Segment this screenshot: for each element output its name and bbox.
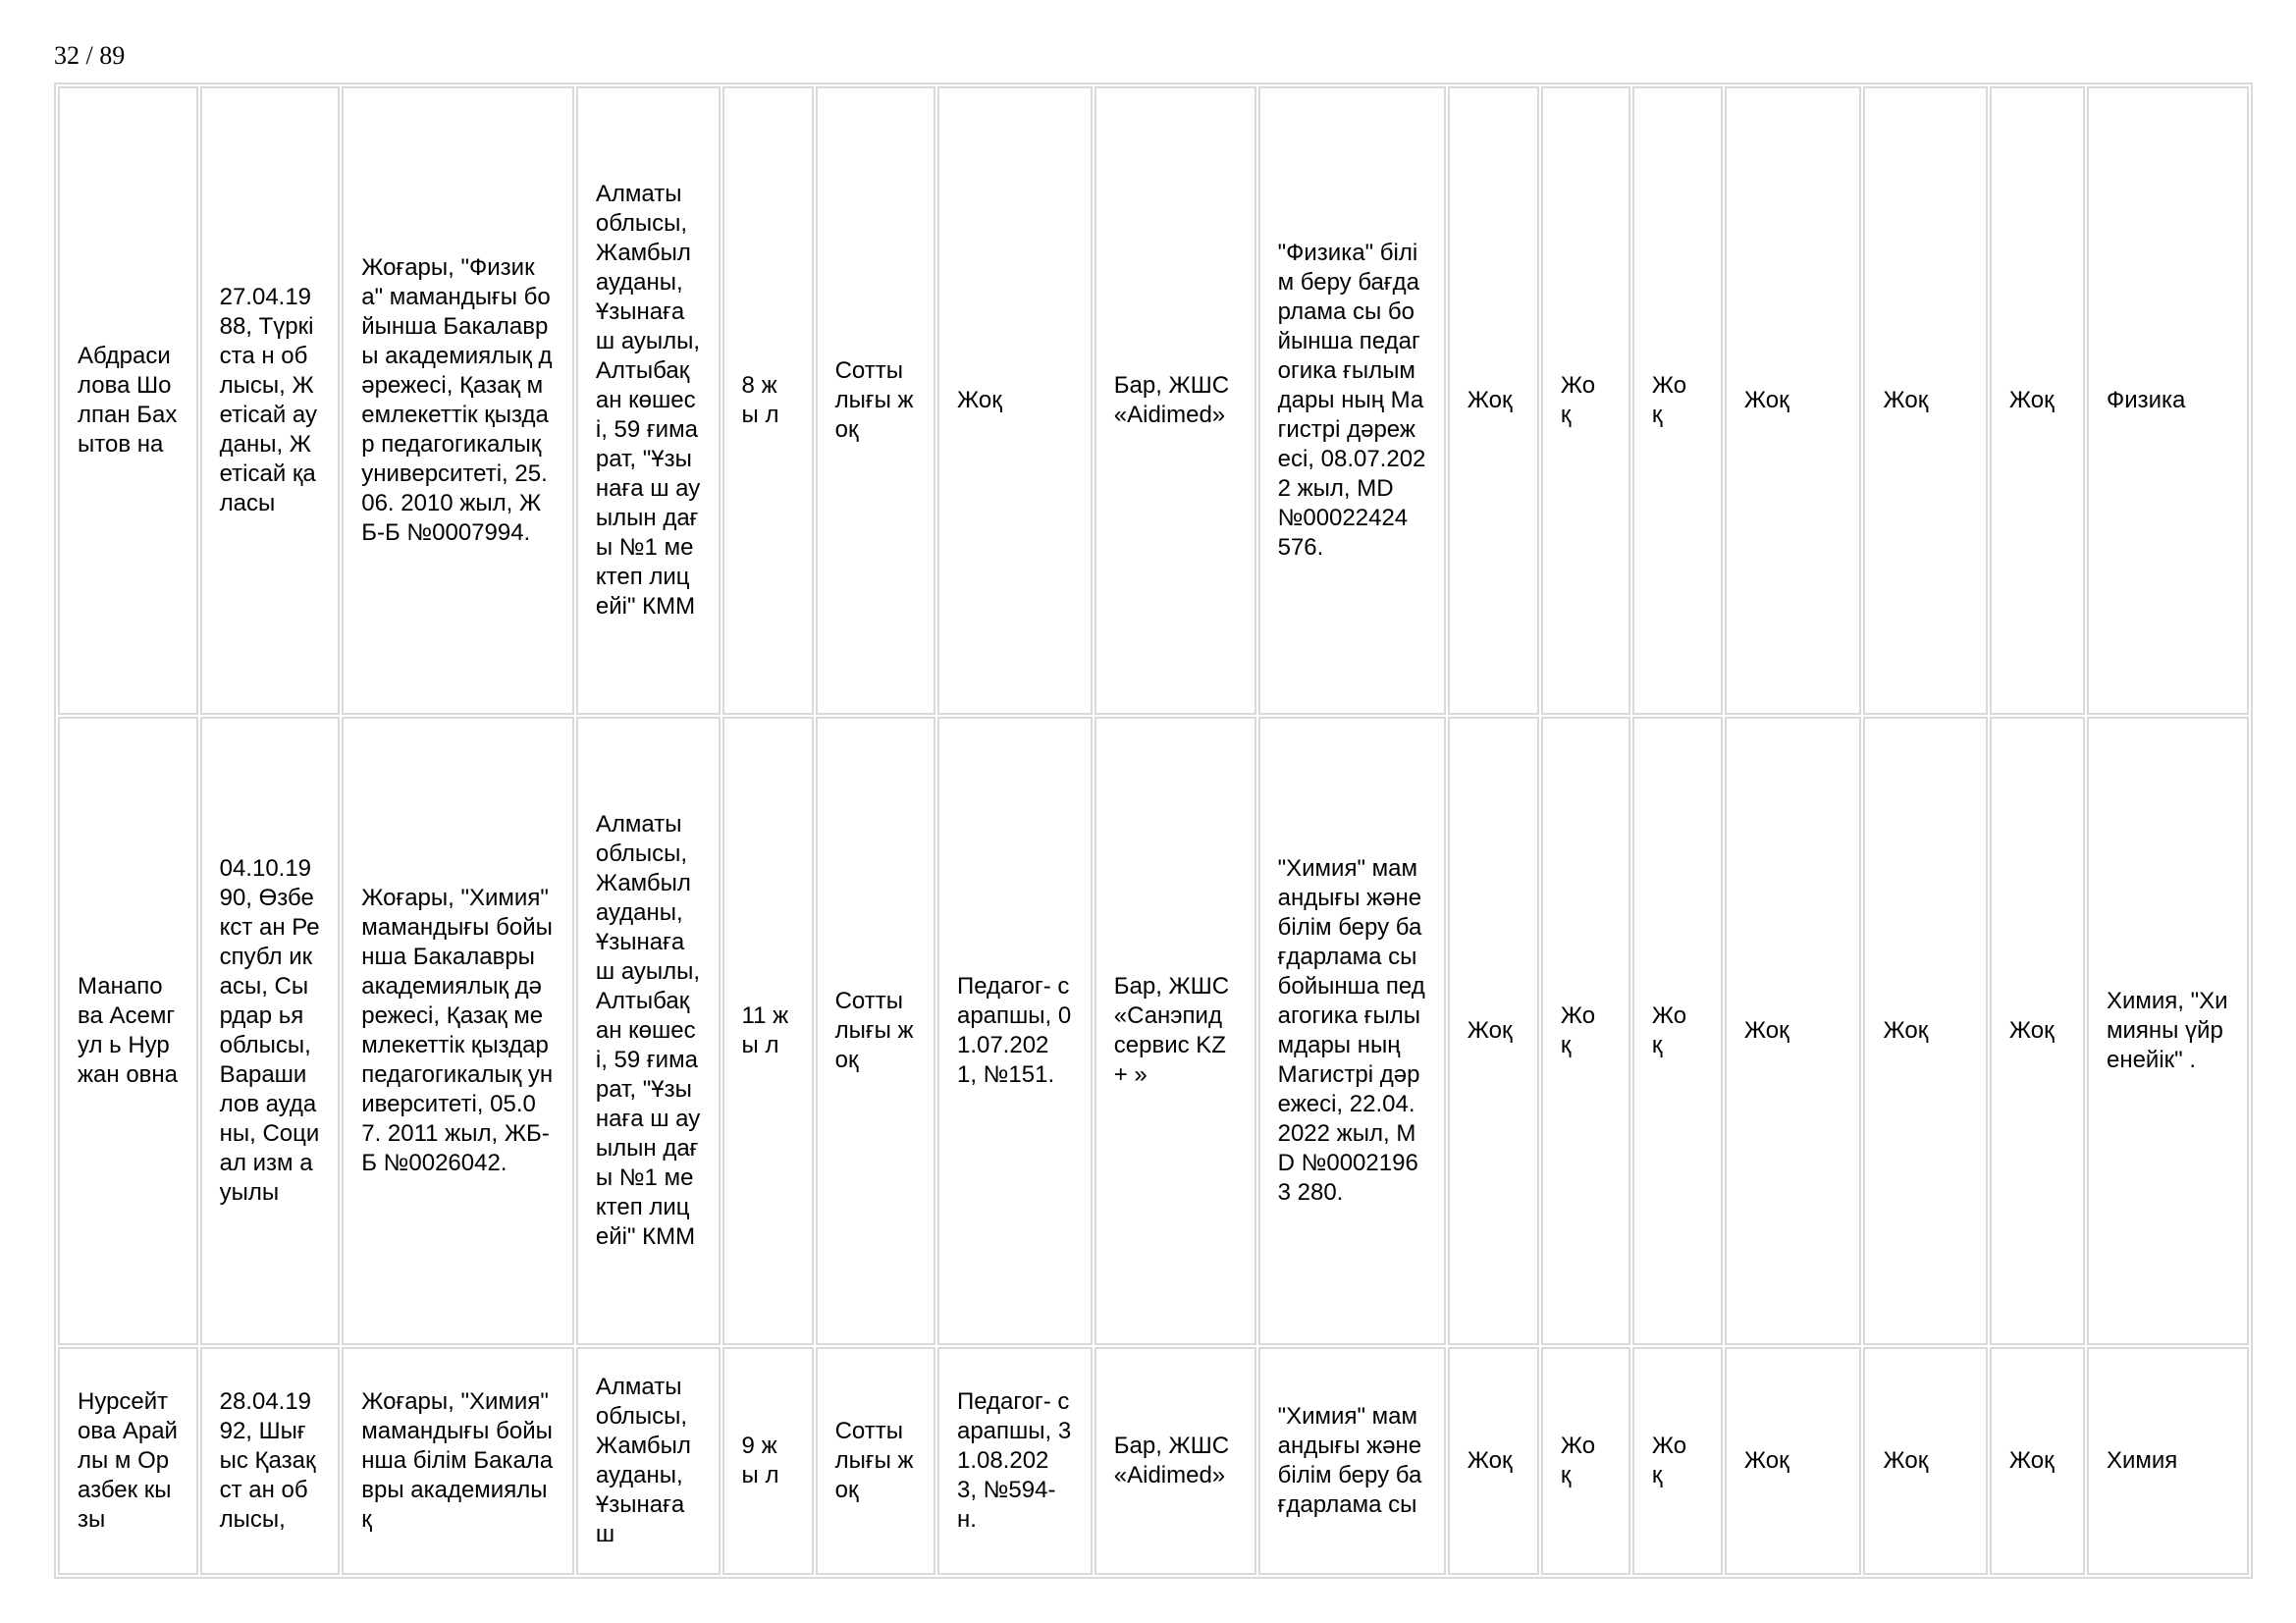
table-row: [58, 717, 2249, 1345]
table-row: [58, 86, 2249, 715]
education-cell: Жоғары, "Химия" мамандығы бойынша Бакалавры академиялық дәрежесі, Қазақ мемлекеттік қыздар педагогикалық университеті, 05.07. 2011 жыл, ЖБ-Б №0026042.: [342, 717, 574, 1345]
col-11-cell: Жо қ: [1541, 86, 1630, 715]
education-cell: Жоғары, "Физика" мамандығы бойынша Бакалавры академиялық дәрежесі, Қазақ мемлекеттік қыздар педагогикалық университеті, 25.06. 2010 жыл, ЖБ-Б №0007994.: [342, 86, 574, 715]
category-cell: Педагог- сарапшы, 01.07.202 1, №151.: [937, 717, 1093, 1345]
criminal-record-cell: Сотты лығы жоқ: [816, 717, 935, 1345]
criminal-record-cell: Сотты лығы жоқ: [816, 86, 935, 715]
experience-cell: 11 жы л: [722, 717, 814, 1345]
col-11-cell: Жо қ: [1541, 717, 1630, 1345]
medical-cell: Бар, ЖШС «Aidimed»: [1095, 1347, 1256, 1575]
col-15-cell: Жоқ: [1990, 1347, 2085, 1575]
birth-info-cell: 27.04.19 88, Түркіста н облысы, Жетісай ауданы, Жетісай қаласы: [200, 86, 341, 715]
col-11-cell: Жо қ: [1541, 1347, 1630, 1575]
col-13-cell: Жоқ: [1725, 86, 1862, 715]
education-cell: Жоғары, "Химия" мамандығы бойынша білім Бакалавры академиялық: [342, 1347, 574, 1575]
workplace-cell: Алматы облысы, Жамбыл ауданы, Ұзынаға ш ауылы, Алтыбақ ан көшесі, 59 ғимарат, "Ұзынаға ш ауылын дағы №1 мектеп лицейі" КММ: [576, 717, 721, 1345]
col-13-cell: Жоқ: [1725, 717, 1862, 1345]
category-cell: Жоқ: [937, 86, 1093, 715]
col-14-cell: Жоқ: [1863, 86, 1987, 715]
col-12-cell: Жо қ: [1632, 86, 1723, 715]
teachers-table: [54, 82, 2253, 1579]
full-name-cell: Манапо ва Асемгул ь Нуржан овна: [58, 717, 198, 1345]
table-body: [58, 86, 2249, 1575]
masters-degree-cell: "Физика" білім беру бағдарлама сы бойынша педагогика ғылымдары ның Магистрі дәрежесі, 08.07.2022 жыл, MD №00022424 576.: [1258, 86, 1446, 715]
workplace-cell: Алматы облысы, Жамбыл ауданы, Ұзынаға ш ауылы, Алтыбақ ан көшесі, 59 ғимарат, "Ұзынаға ш ауылын дағы №1 мектеп лицейі" КММ: [576, 86, 721, 715]
col-12-cell: Жо қ: [1632, 717, 1723, 1345]
full-name-cell: Нурсейт ова Арайлы м Оразбек кызы: [58, 1347, 198, 1575]
subject-cell: Физика: [2087, 86, 2249, 715]
subject-cell: Химия: [2087, 1347, 2249, 1575]
medical-cell: Бар, ЖШС «Санэпид сервис KZ+ »: [1095, 717, 1256, 1345]
criminal-record-cell: Сотты лығы жоқ: [816, 1347, 935, 1575]
col-15-cell: Жоқ: [1990, 86, 2085, 715]
medical-cell: Бар, ЖШС «Aidimed»: [1095, 86, 1256, 715]
experience-cell: 8 жы л: [722, 86, 814, 715]
col-13-cell: Жоқ: [1725, 1347, 1862, 1575]
col-14-cell: Жоқ: [1863, 717, 1987, 1345]
page-indicator: 32 / 89: [54, 41, 126, 70]
experience-cell: 9 жы л: [722, 1347, 814, 1575]
category-cell: Педагог- сарапшы, 31.08.202 3, №594- н.: [937, 1347, 1093, 1575]
workplace-cell: Алматы облысы, Жамбыл ауданы, Ұзынаға ш: [576, 1347, 721, 1575]
col-10-cell: Жоқ: [1448, 86, 1539, 715]
col-15-cell: Жоқ: [1990, 717, 2085, 1345]
col-14-cell: Жоқ: [1863, 1347, 1987, 1575]
col-10-cell: Жоқ: [1448, 1347, 1539, 1575]
masters-degree-cell: "Химия" мамандығы және білім беру бағдарлама сы бойынша педагогика ғылымдары ның Магистрі дәрежесі, 22.04.2022 жыл, MD №00021963 280.: [1258, 717, 1446, 1345]
full-name-cell: Абдраси лова Шолпан Бахытов на: [58, 86, 198, 715]
birth-info-cell: 04.10.19 90, Өзбекст ан Республ икасы, Сырдар ья облысы, Вараши лов ауданы, Социал изм ауылы: [200, 717, 341, 1345]
col-10-cell: Жоқ: [1448, 717, 1539, 1345]
birth-info-cell: 28.04.19 92, Шығыс Қазақст ан облысы,: [200, 1347, 341, 1575]
col-12-cell: Жо қ: [1632, 1347, 1723, 1575]
subject-cell: Химия, "Химияны үйренейік" .: [2087, 717, 2249, 1345]
masters-degree-cell: "Химия" мамандығы және білім беру бағдарлама сы: [1258, 1347, 1446, 1575]
table-row: [58, 1347, 2249, 1575]
